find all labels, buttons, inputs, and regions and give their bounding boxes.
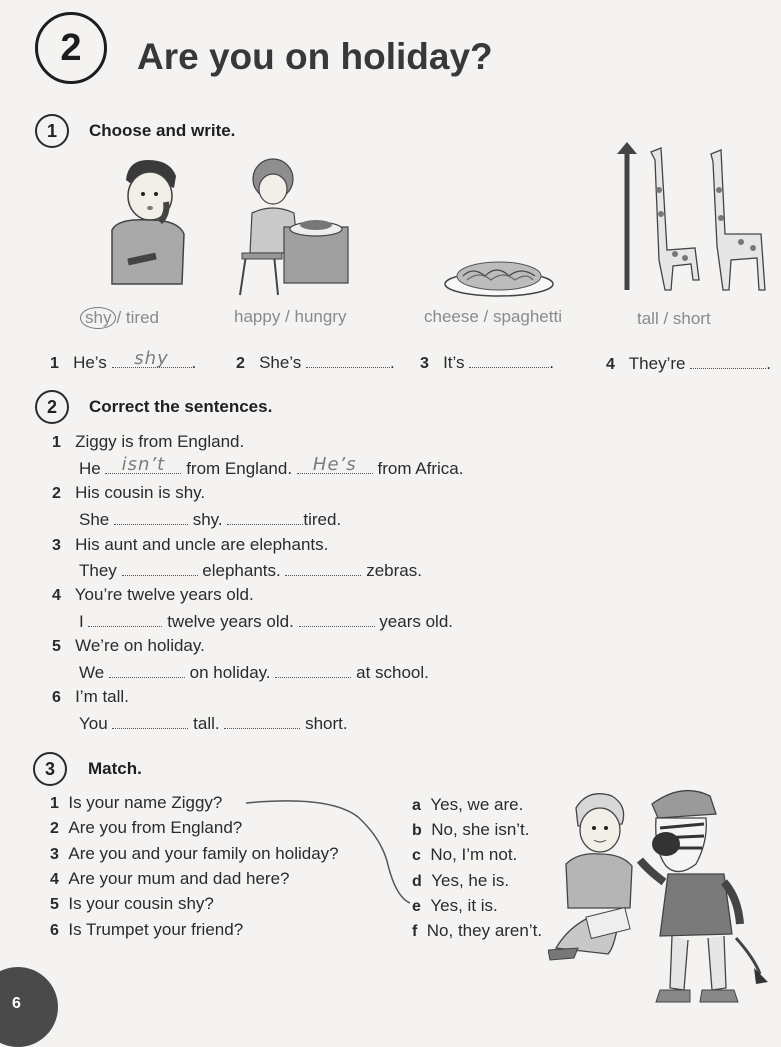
ex2-item-1-prompt: 1 Ziggy is from England. (52, 432, 245, 451)
ex3-question-3: 3 Are you and your family on holiday? (50, 844, 339, 863)
ex2-item-1-correction: He isn’t from England. He’s from Africa. (79, 454, 464, 478)
ex2-item-2-prompt: 2 His cousin is shy. (52, 483, 206, 502)
ex3-question-6: 6 Is Trumpet your friend? (50, 920, 244, 939)
choice-cheese-spaghetti: cheese / spaghetti (424, 307, 562, 326)
answer-blank[interactable] (469, 352, 549, 368)
ex3-question-1: 1 Is your name Ziggy? (50, 793, 223, 812)
ex2-item-5-correction: We on holiday. at school. (79, 663, 429, 682)
answer-blank[interactable] (122, 560, 198, 576)
ex1-item-2: 2 She’s . (236, 353, 395, 372)
spaghetti-plate-illustration (443, 250, 555, 298)
ex3-answer-f: f No, they aren’t. (412, 921, 543, 940)
exercise-1-number: 1 (35, 114, 69, 148)
page-number: 6 (12, 995, 21, 1012)
exercise-3-number: 3 (33, 752, 67, 786)
ex3-answer-d: d Yes, he is. (412, 871, 510, 890)
ex3-answer-e: e Yes, it is. (412, 896, 498, 915)
circled-answer: shy (80, 307, 116, 329)
choice-tall-short: tall / short (637, 309, 711, 328)
ex2-item-4-correction: I twelve years old. years old. (79, 612, 453, 631)
answer-blank[interactable] (299, 611, 375, 627)
handwritten-answer: isn’t (121, 454, 166, 475)
giraffes-illustration (615, 130, 775, 300)
ex2-item-6-correction: You tall. short. (79, 714, 348, 733)
answer-blank[interactable] (114, 509, 188, 525)
hungry-woman-illustration (228, 155, 353, 297)
shy-boy-illustration (98, 152, 193, 292)
unit-number-badge (35, 12, 107, 84)
exercise-1-instruction: Choose and write. (89, 121, 236, 140)
answer-blank[interactable] (109, 662, 185, 678)
choice-happy-hungry: happy / hungry (234, 307, 347, 326)
answer-blank[interactable] (227, 509, 303, 525)
answer-blank[interactable] (112, 713, 188, 729)
page-title: Are you on holiday? (137, 36, 493, 77)
ex3-question-4: 4 Are your mum and dad here? (50, 869, 290, 888)
ex2-item-6-prompt: 6 I’m tall. (52, 687, 129, 706)
boy-and-zebra-illustration (548, 778, 773, 1012)
match-line (240, 795, 415, 915)
ex3-question-5: 5 Is your cousin shy? (50, 894, 214, 913)
answer-blank[interactable] (285, 560, 361, 576)
handwritten-answer: shy (134, 348, 169, 369)
answer-blank[interactable] (88, 611, 162, 627)
unit-number: 2 (60, 26, 82, 69)
answer-blank[interactable] (112, 348, 192, 369)
ex3-answer-a: a Yes, we are. (412, 795, 524, 814)
ex3-answer-b: b No, she isn’t. (412, 820, 530, 839)
answer-blank[interactable] (306, 352, 390, 368)
ex2-item-2-correction: She shy. tired. (79, 510, 342, 529)
ex2-item-4-prompt: 4 You’re twelve years old. (52, 585, 254, 604)
ex3-answer-c: c No, I’m not. (412, 845, 518, 864)
exercise-2-instruction: Correct the sentences. (89, 397, 273, 416)
answer-blank[interactable] (275, 662, 351, 678)
ex3-question-2: 2 Are you from England? (50, 818, 243, 837)
ex1-item-4: 4 They’re . (606, 354, 771, 373)
exercise-3-instruction: Match. (88, 759, 142, 778)
answer-blank[interactable] (690, 353, 766, 369)
answer-blank[interactable] (224, 713, 300, 729)
exercise-2-number: 2 (35, 390, 69, 424)
handwritten-answer: He’s (312, 454, 357, 475)
ex2-item-5-prompt: 5 We’re on holiday. (52, 636, 205, 655)
ex2-item-3-correction: They elephants. zebras. (79, 561, 422, 580)
answer-blank[interactable] (105, 454, 181, 475)
ex2-item-3-prompt: 3 His aunt and uncle are elephants. (52, 535, 329, 554)
ex1-item-3: 3 It’s . (420, 353, 554, 372)
choice-shy-tired: shy / tired (80, 307, 159, 329)
page-number-tab (0, 967, 58, 1047)
answer-blank[interactable] (297, 454, 373, 475)
ex1-item-1: 1 He’s shy . (50, 348, 197, 372)
